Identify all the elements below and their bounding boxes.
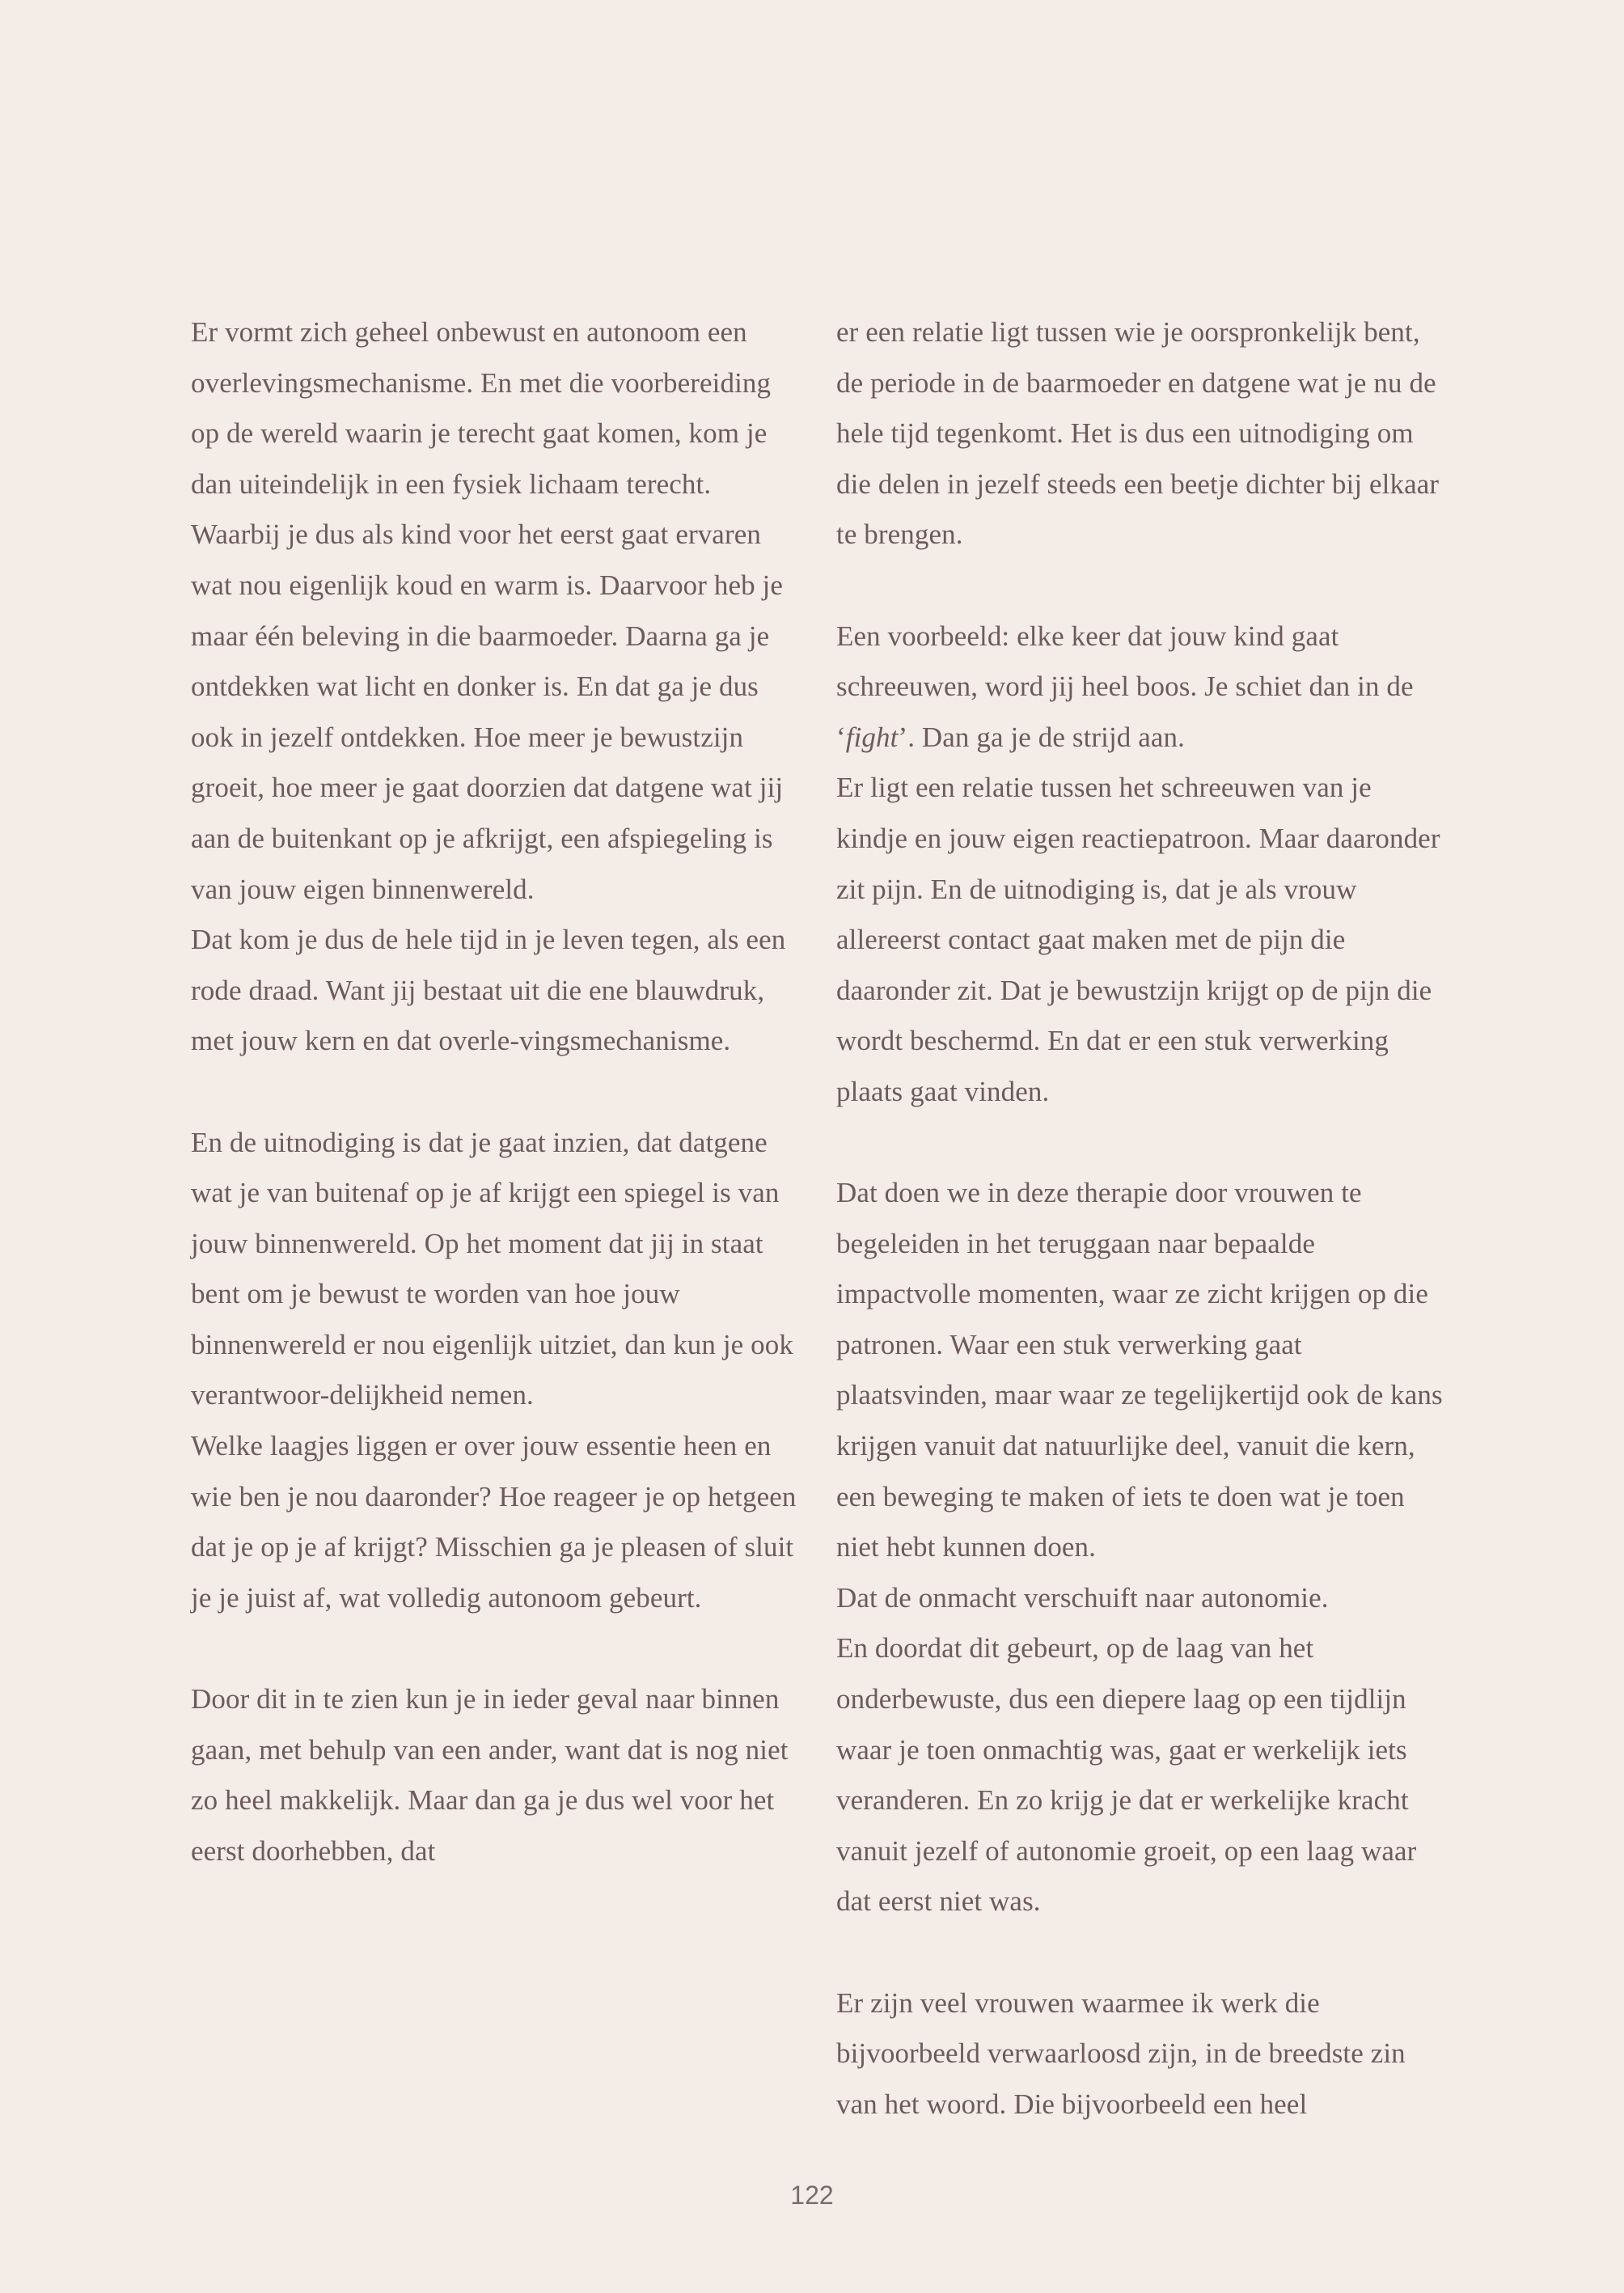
paragraph: En de uitnodiging is dat je gaat inzien, dat datgene wat je van buitenaf op je af krijgt een spiegel is van jouw binnenwereld. Op het moment dat jij in staat bent om je bewust te worden van hoe jouw binnenwereld er nou eigenlijk uitziet, dan kun je ook verantwoor-delijkheid nemen.: [191, 1126, 793, 1411]
paragraph: Door dit in te zien kun je in ieder geval naar binnen gaan, met behulp van een ander, want dat is nog niet zo heel makkelijk. Maar dan ga je dus wel voor het eerst doorhebben, dat: [191, 1683, 789, 1867]
right-column: [836, 307, 1443, 2130]
left-column: [191, 307, 797, 1876]
page-number: 122: [790, 2181, 834, 2210]
paragraph: Dat kom je dus de hele tijd in je leven tegen, als een rode draad. Want jij bestaat uit die ene blauwdruk, met jouw kern en dat overle-vingsmechanisme.: [191, 924, 786, 1057]
paragraph: En doordat dit gebeurt, op de laag van het onderbewuste, dus een diepere laag op een tijdlijn waar je toen onmachtig was, gaat er werkelijk iets veranderen. En zo krijg je dat er werkelijke kracht vanuit jezelf of autonomie groeit, op een laag waar dat eerst niet was.: [836, 1632, 1417, 1918]
paragraph-gap: [191, 1067, 797, 1118]
example-text-start: Een voorbeeld: elke keer dat jouw kind gaat schreeuwen, word jij heel boos. Je schiet dan in de ‘: [836, 620, 1414, 753]
example-text-end: ’. Dan ga je de strijd aan.: [898, 721, 1185, 753]
paragraph-gap: [836, 1927, 1443, 1978]
emphasized-term: fight: [845, 721, 899, 753]
paragraph-gap: [836, 561, 1443, 611]
paragraph-example: [836, 611, 1443, 764]
paragraph-gap: [836, 1118, 1443, 1169]
paragraph: Dat de onmacht verschuift naar autonomie.: [836, 1581, 1329, 1614]
paragraph: Er vormt zich geheel onbewust en autonoom een overlevingsmechanisme. En met die voorbereiding op de wereld waarin je terecht gaat komen, kom je dan uiteindelijk in een fysiek lichaam terecht. Waarbij je dus als kind voor het eerst gaat ervaren wat nou eigenlijk koud en warm is. Daarvoor heb je maar één beleving in die baarmoeder. Daarna ga je ontdekken wat licht en donker is. En dat ga je dus ook in jezelf ontdekken. Hoe meer je bewustzijn groeit, hoe meer je gaat doorzien dat datgene wat jij aan de buitenkant op je afkrijgt, een afspiegeling is van jouw eigen binnenwereld.: [191, 316, 784, 905]
paragraph-gap: [191, 1623, 797, 1674]
paragraph: Er zijn veel vrouwen waarmee ik werk die bijvoorbeeld verwaarloosd zijn, in de breedste zin van het woord. Die bijvoorbeeld een heel: [836, 1986, 1406, 2120]
paragraph: Er ligt een relatie tussen het schreeuwen van je kindje en jouw eigen reactiepatroon. Maar daaronder zit pijn. En de uitnodiging is, dat je als vrouw allereerst contact gaat maken met de pijn die daaronder zit. Dat je bewustzijn krijgt op de pijn die wordt beschermd. En dat er een stuk verwerking plaats gaat vinden.: [836, 772, 1440, 1107]
paragraph: Dat doen we in deze therapie door vrouwen te begeleiden in het teruggaan naar bepaalde impactvolle momenten, waar ze zicht krijgen op die patronen. Waar een stuk verwerking gaat plaatsvinden, maar waar ze tegelijkertijd ook de kans krijgen vanuit dat natuurlijke deel, vanuit die kern, een beweging te maken of iets te doen wat je toen niet hebt kunnen doen.: [836, 1177, 1443, 1563]
paragraph: Welke laagjes liggen er over jouw essentie heen en wie ben je nou daaronder? Hoe reageer je op hetgeen dat je op je af krijgt? Misschien ga je pleasen of sluit je je juist af, wat volledig autonoom gebeurt.: [191, 1430, 797, 1614]
paragraph: er een relatie ligt tussen wie je oorspronkelijk bent, de periode in de baarmoeder en datgene wat je nu de hele tijd tegenkomt. Het is dus een uitnodiging om die delen in jezelf steeds een beetje dichter bij elkaar te brengen.: [836, 316, 1440, 551]
